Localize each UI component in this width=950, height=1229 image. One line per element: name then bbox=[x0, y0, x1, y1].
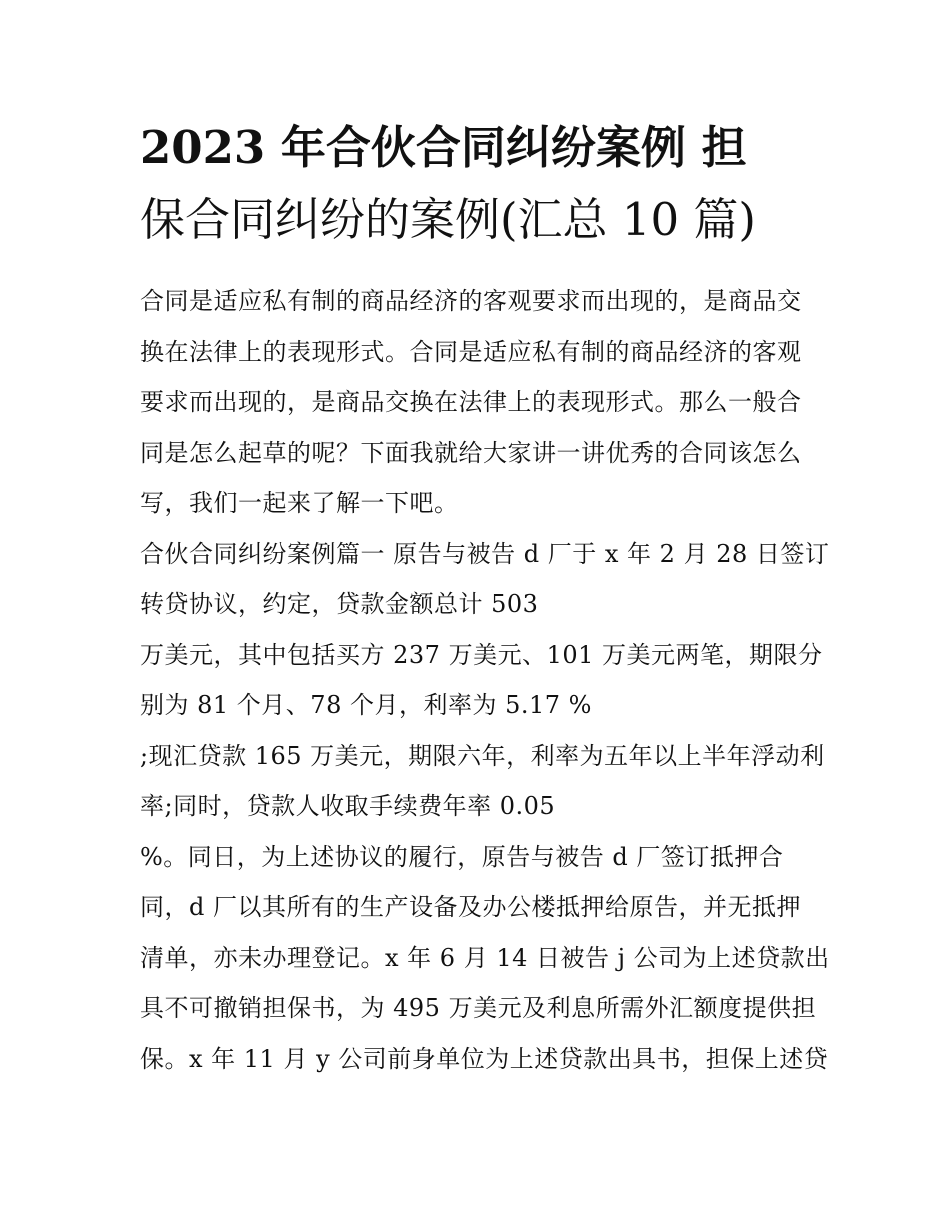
body-line: 别为 81 个月、78 个月，利率为 5.17 % bbox=[140, 691, 592, 719]
body-line: 转贷协议，约定，贷款金额总计 503 bbox=[140, 590, 539, 618]
body-line: ;现汇贷款 165 万美元，期限六年，利率为五年以上半年浮动利 bbox=[140, 741, 825, 770]
body-line: 换在法律上的表现形式。合同是适应私有制的商品经济的客观 bbox=[140, 337, 802, 366]
body-line: 同，d 厂以其所有的生产设备及办公楼抵押给原告，并无抵押 bbox=[140, 893, 801, 921]
body-line: 同是怎么起草的呢？下面我就给大家讲一讲优秀的合同该怎么 bbox=[140, 438, 802, 467]
body-line: %。同日，为上述协议的履行，原告与被告 d 厂签订抵押合 bbox=[140, 842, 784, 871]
document-body bbox=[140, 276, 830, 1084]
document-title bbox=[140, 112, 830, 256]
body-line: 合同是适应私有制的商品经济的客观要求而出现的，是商品交 bbox=[140, 287, 802, 315]
title-line: 保合同纠纷的案例(汇总 10 篇) bbox=[140, 193, 756, 246]
body-line: 写，我们一起来了解一下吧。 bbox=[140, 489, 459, 517]
body-line: 具不可撤销担保书，为 495 万美元及利息所需外汇额度提供担 bbox=[140, 994, 817, 1022]
body-line: 保。x 年 11 月 y 公司前身单位为上述贷款出具书，担保上述贷 bbox=[140, 1044, 829, 1073]
body-line: 万美元，其中包括买方 237 万美元、101 万美元两笔，期限分 bbox=[140, 640, 823, 669]
body-line: 率;同时，贷款人收取手续费年率 0.05 bbox=[140, 792, 556, 820]
title-line: 2023 年合伙合同纠纷案例 担 bbox=[140, 121, 747, 174]
body-line: 清单，亦未办理登记。x 年 6 月 14 日被告 j 公司为上述贷款出 bbox=[140, 943, 830, 972]
body-line: 要求而出现的，是商品交换在法律上的表现形式。那么一般合 bbox=[140, 388, 802, 416]
body-line: 合伙合同纠纷案例篇一 原告与被告 d 厂于 x 年 2 月 28 日签订 bbox=[140, 539, 830, 568]
